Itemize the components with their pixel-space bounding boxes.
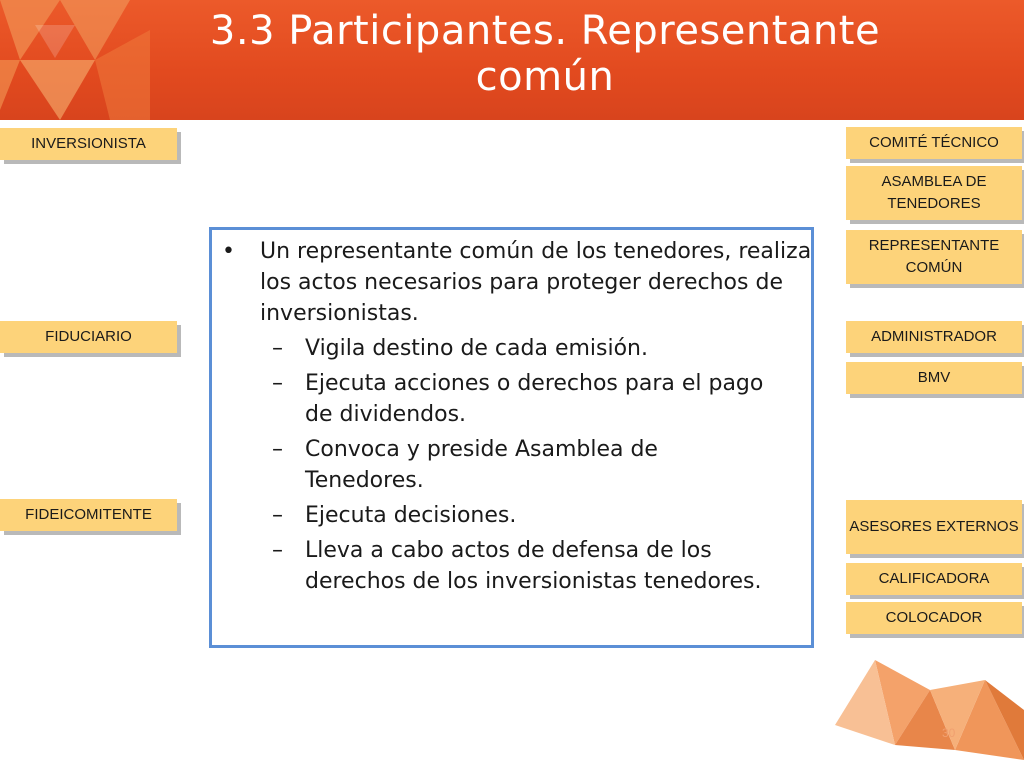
page-title: 3.3 Participantes. Representante común xyxy=(209,8,881,100)
bullet-list xyxy=(212,236,812,597)
content-box xyxy=(209,227,814,648)
sub-bullet-text: Ejecuta decisiones. xyxy=(305,503,517,528)
dash-marker: – xyxy=(272,538,283,563)
dash-marker: – xyxy=(272,371,283,396)
tag-representante-comun: REPRESENTANTE COMÚN xyxy=(846,230,1022,284)
title-banner xyxy=(0,0,1024,120)
bullet-item xyxy=(212,236,812,329)
sub-bullet-text: Lleva a cabo actos de defensa de los derechos de los inversionistas tenedores. xyxy=(305,538,762,594)
sub-bullet-item xyxy=(212,500,812,531)
bullet-text: Un representante común de los tenedores, realiza los actos necesarios para proteger derechos de inversionistas. xyxy=(260,239,812,326)
tag-bmv: BMV xyxy=(846,362,1022,394)
page-number: 30 xyxy=(942,726,956,740)
tag-comite-tecnico: COMITÉ TÉCNICO xyxy=(846,127,1022,159)
tag-calificadora: CALIFICADORA xyxy=(846,563,1022,595)
sub-bullet-text: Ejecuta acciones o derechos para el pago de dividendos. xyxy=(305,371,764,427)
tag-inversionista: INVERSIONISTA xyxy=(0,128,177,160)
tag-asesores-externos: ASESORES EXTERNOS xyxy=(846,500,1022,554)
sub-bullet-item xyxy=(212,368,812,430)
bullet-marker: • xyxy=(222,239,235,264)
tag-fideicomitente: FIDEICOMITENTE xyxy=(0,499,177,531)
sub-bullet-item xyxy=(212,535,812,597)
sub-bullet-text: Vigila destino de cada emisión. xyxy=(305,336,648,361)
tag-asamblea-de-tenedores: ASAMBLEA DE TENEDORES xyxy=(846,166,1022,220)
tag-fiduciario: FIDUCIARIO xyxy=(0,321,177,353)
origami-decoration-icon xyxy=(835,650,1024,768)
sub-bullet-item xyxy=(212,333,812,364)
geometric-logo-icon xyxy=(0,0,150,120)
dash-marker: – xyxy=(272,336,283,361)
dash-marker: – xyxy=(272,503,283,528)
tag-administrador: ADMINISTRADOR xyxy=(846,321,1022,353)
dash-marker: – xyxy=(272,437,283,462)
sub-bullet-item xyxy=(212,434,812,496)
tag-colocador: COLOCADOR xyxy=(846,602,1022,634)
sub-bullet-text: Convoca y preside Asamblea de Tenedores. xyxy=(305,437,658,493)
